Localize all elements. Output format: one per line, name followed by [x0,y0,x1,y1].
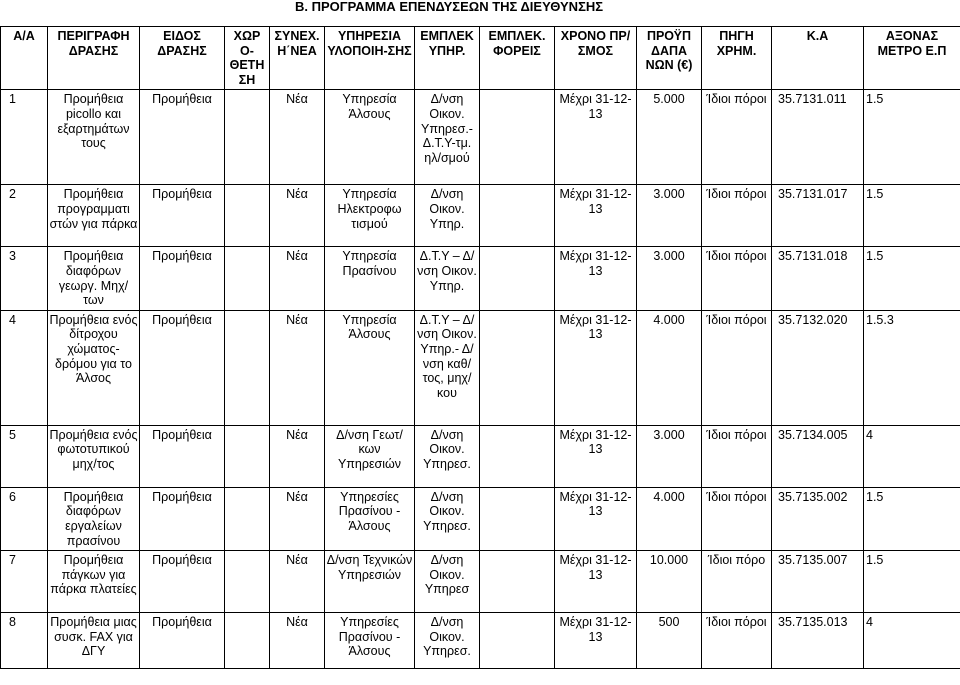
table-row [1,425,960,487]
column-header: ΧΡΟΝΟ ΠΡ/ ΣΜΟΣ [555,27,637,90]
description-cell: Προμήθεια προγραμματι στών για πάρκα [48,185,140,247]
description-cell: Προμήθεια ενός δίτροχου χώματος-δρόμου για το Άλσος [48,310,140,425]
schedule-cell: Μέχρι 31-12-13 [555,425,637,487]
schedule-cell: Μέχρι 31-12-13 [555,310,637,425]
funding-source-cell: Ίδιοι πόροι [702,247,772,310]
funding-source-cell: Ίδιοι πόρο [702,551,772,613]
schedule-cell: Μέχρι 31-12-13 [555,551,637,613]
continuation-cell: Νέα [270,247,325,310]
involved-bodies-cell [480,247,555,310]
header-row [1,27,960,90]
investment-table [0,26,960,669]
budget-cell: 10.000 [637,551,702,613]
continuation-cell: Νέα [270,613,325,669]
account-code-cell: 35.7131.011 [772,90,864,185]
implementing-service-cell: Δ/νση Γεωτ/κων Υπηρεσιών [325,425,415,487]
budget-cell: 3.000 [637,247,702,310]
budget-cell: 3.000 [637,425,702,487]
row-number-cell: 1 [1,90,48,185]
axis-cell: 4 [864,613,960,669]
row-number-cell: 6 [1,487,48,550]
action-type-cell: Προμήθεια [140,551,225,613]
funding-source-cell: Ίδιοι πόροι [702,613,772,669]
location-cell [225,425,270,487]
involved-bodies-cell [480,487,555,550]
table-row [1,613,960,669]
account-code-cell: 35.7135.002 [772,487,864,550]
schedule-cell: Μέχρι 31-12-13 [555,247,637,310]
involved-services-cell: Δ/νση Οικον. Υπηρεσ. [415,487,480,550]
continuation-cell: Νέα [270,551,325,613]
axis-cell: 4 [864,425,960,487]
implementing-service-cell: Υπηρεσία Πρασίνου [325,247,415,310]
schedule-cell: Μέχρι 31-12-13 [555,487,637,550]
column-header: ΥΠΗΡΕΣΙΑ ΥΛΟΠΟΙΗ-ΣΗΣ [325,27,415,90]
description-cell: Προμήθεια πάγκων για πάρκα πλατείες [48,551,140,613]
budget-cell: 4.000 [637,310,702,425]
table-row [1,551,960,613]
account-code-cell: 35.7135.013 [772,613,864,669]
implementing-service-cell: Υπηρεσία Άλσους [325,310,415,425]
funding-source-cell: Ίδιοι πόροι [702,90,772,185]
row-number-cell: 7 [1,551,48,613]
schedule-cell: Μέχρι 31-12-13 [555,90,637,185]
row-number-cell: 3 [1,247,48,310]
document-title: Β. ΠΡΟΓΡΑΜΜΑ ΕΠΕΝΔΥΣΕΩΝ ΤΗΣ ΔΙΕΥΘΥΝΣΗΣ [295,0,604,14]
involved-services-cell: Δ.Τ.Υ – Δ/νση Οικον. Υπηρ.- Δ/νση καθ/τος, μηχ/κου [415,310,480,425]
table-row [1,487,960,550]
account-code-cell: 35.7132.020 [772,310,864,425]
column-header: Α/Α [1,27,48,90]
continuation-cell: Νέα [270,310,325,425]
axis-cell: 1.5 [864,487,960,550]
funding-source-cell: Ίδιοι πόροι [702,487,772,550]
location-cell [225,613,270,669]
row-number-cell: 8 [1,613,48,669]
implementing-service-cell: Υπηρεσίες Πρασίνου - Άλσους [325,487,415,550]
table-row [1,310,960,425]
table-row [1,185,960,247]
action-type-cell: Προμήθεια [140,310,225,425]
axis-cell: 1.5 [864,247,960,310]
location-cell [225,551,270,613]
description-cell: Προμήθεια picollo και εξαρτημάτων τους [48,90,140,185]
schedule-cell: Μέχρι 31-12-13 [555,185,637,247]
continuation-cell: Νέα [270,487,325,550]
table-row [1,90,960,185]
column-header: ΕΜΠΛΕΚ ΥΠΗΡ. [415,27,480,90]
account-code-cell: 35.7134.005 [772,425,864,487]
location-cell [225,247,270,310]
location-cell [225,487,270,550]
continuation-cell: Νέα [270,425,325,487]
funding-source-cell: Ίδιοι πόροι [702,425,772,487]
involved-bodies-cell [480,613,555,669]
involved-services-cell: Δ/νση Οικον. Υπηρεσ. [415,613,480,669]
row-number-cell: 2 [1,185,48,247]
account-code-cell: 35.7131.017 [772,185,864,247]
involved-services-cell: Δ/νση Οικον. Υπηρ. [415,185,480,247]
table-row [1,247,960,310]
involved-services-cell: Δ.Τ.Υ – Δ/νση Οικον. Υπηρ. [415,247,480,310]
budget-cell: 3.000 [637,185,702,247]
involved-bodies-cell [480,551,555,613]
funding-source-cell: Ίδιοι πόροι [702,310,772,425]
description-cell: Προμήθεια ενός φωτοτυπικού μηχ/τος [48,425,140,487]
column-header: ΕΜΠΛΕΚ. ΦΟΡΕΙΣ [480,27,555,90]
schedule-cell: Μέχρι 31-12-13 [555,613,637,669]
description-cell: Προμήθεια διαφόρων εργαλείων πρασίνου [48,487,140,550]
column-header: ΠΗΓΗ ΧΡΗΜ. [702,27,772,90]
budget-cell: 5.000 [637,90,702,185]
column-header: ΕΙΔΟΣ ΔΡΑΣΗΣ [140,27,225,90]
involved-bodies-cell [480,310,555,425]
action-type-cell: Προμήθεια [140,613,225,669]
implementing-service-cell: Δ/νση Τεχνικών Υπηρεσιών [325,551,415,613]
location-cell [225,90,270,185]
column-header: ΣΥΝΕΧ. Η΄ΝΕΑ [270,27,325,90]
axis-cell: 1.5.3 [864,310,960,425]
column-header: ΠΕΡΙΓΡΑΦΗ ΔΡΑΣΗΣ [48,27,140,90]
description-cell: Προμήθεια διαφόρων γεωργ. Μηχ/των [48,247,140,310]
axis-cell: 1.5 [864,90,960,185]
action-type-cell: Προμήθεια [140,185,225,247]
involved-services-cell: Δ/νση Οικον. Υπηρεσ. [415,425,480,487]
axis-cell: 1.5 [864,551,960,613]
action-type-cell: Προμήθεια [140,247,225,310]
location-cell [225,185,270,247]
row-number-cell: 4 [1,310,48,425]
description-cell: Προμήθεια μιας συσκ. FAX για ΔΓΥ [48,613,140,669]
axis-cell: 1.5 [864,185,960,247]
row-number-cell: 5 [1,425,48,487]
action-type-cell: Προμήθεια [140,487,225,550]
funding-source-cell: Ίδιοι πόροι [702,185,772,247]
involved-services-cell: Δ/νση Οικον. Υπηρεσ [415,551,480,613]
account-code-cell: 35.7135.007 [772,551,864,613]
column-header: ΧΩΡ Ο-ΘΕΤΗ ΣΗ [225,27,270,90]
column-header: ΠΡΟΫΠ ΔΑΠΑ ΝΩΝ (€) [637,27,702,90]
action-type-cell: Προμήθεια [140,425,225,487]
column-header: ΑΞΟΝΑΣ ΜΕΤΡΟ Ε.Π [864,27,960,90]
budget-cell: 500 [637,613,702,669]
continuation-cell: Νέα [270,185,325,247]
continuation-cell: Νέα [270,90,325,185]
implementing-service-cell: Υπηρεσίες Πρασίνου - Άλσους [325,613,415,669]
account-code-cell: 35.7131.018 [772,247,864,310]
action-type-cell: Προμήθεια [140,90,225,185]
column-header: Κ.Α [772,27,864,90]
implementing-service-cell: Υπηρεσία Άλσους [325,90,415,185]
location-cell [225,310,270,425]
involved-bodies-cell [480,185,555,247]
involved-services-cell: Δ/νση Οικον. Υπηρεσ.-Δ.Τ.Υ-τμ. ηλ/σμού [415,90,480,185]
implementing-service-cell: Υπηρεσία Ηλεκτροφω τισμού [325,185,415,247]
involved-bodies-cell [480,90,555,185]
budget-cell: 4.000 [637,487,702,550]
involved-bodies-cell [480,425,555,487]
